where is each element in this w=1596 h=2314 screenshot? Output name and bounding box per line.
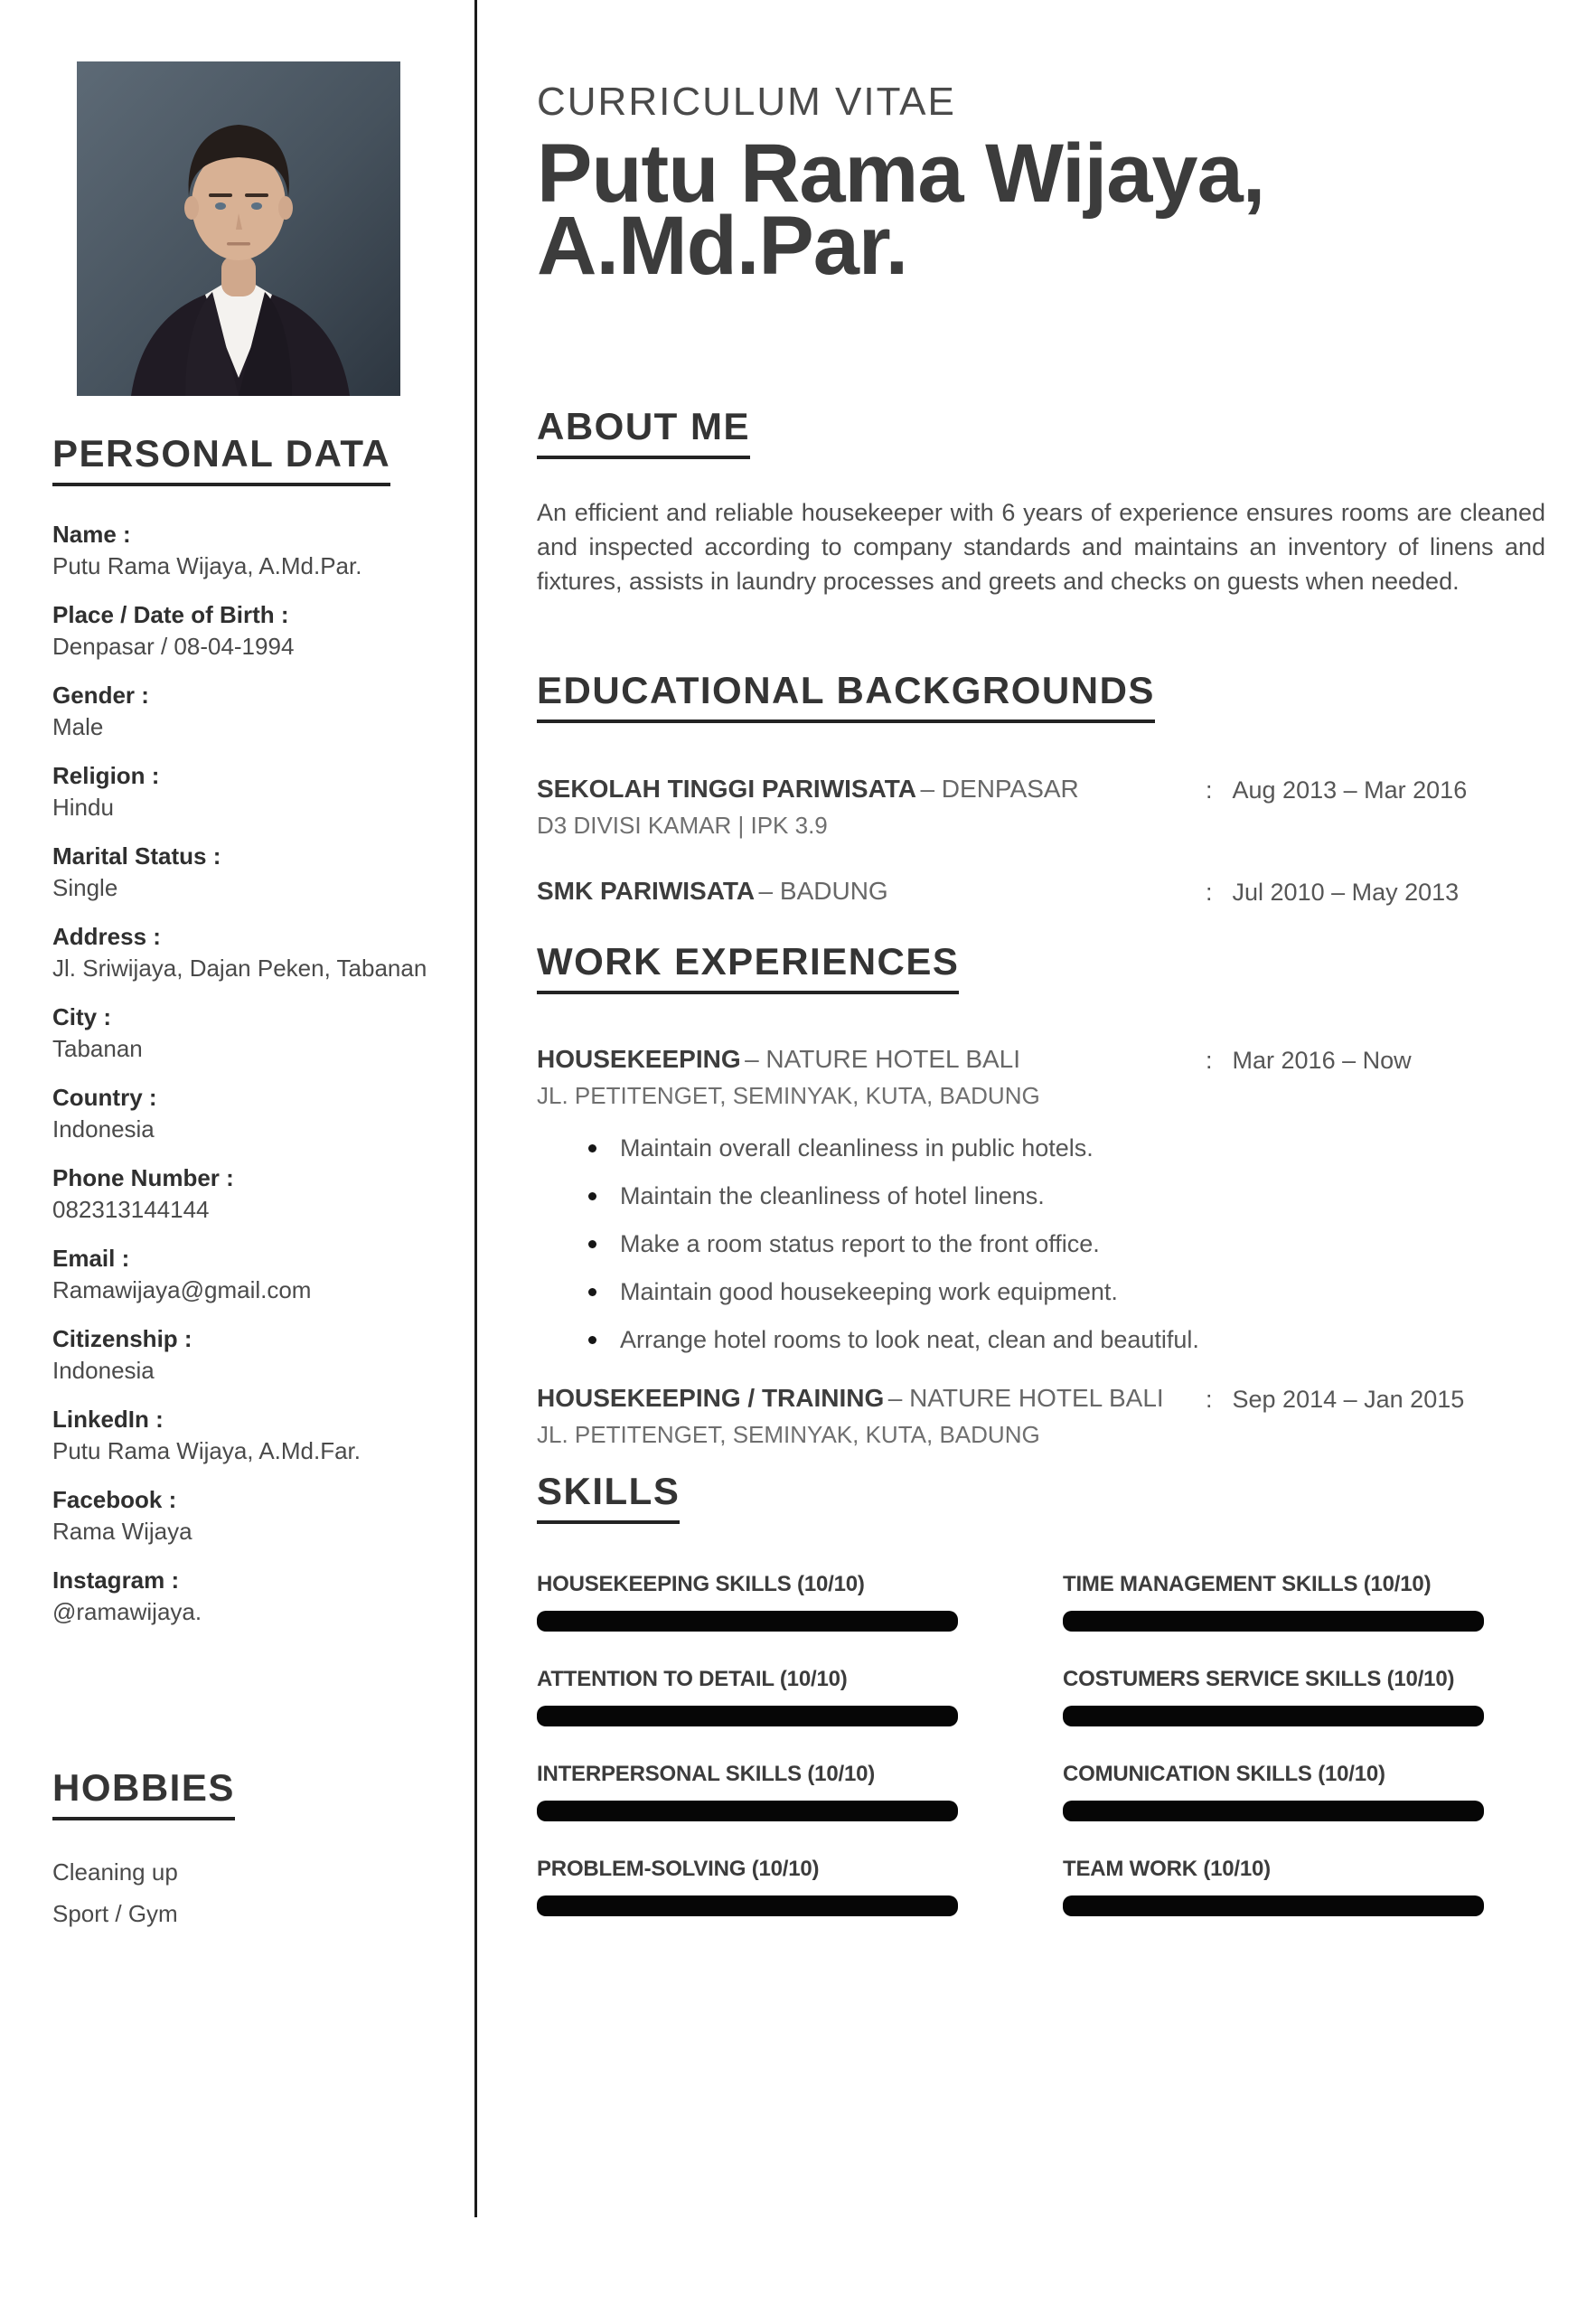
education-item-main [537,774,1206,840]
job-duty [537,1276,1545,1308]
field-address [52,921,427,984]
education-item [537,876,1545,908]
school-location: – BADUNG [758,877,888,906]
education-item-period [1206,774,1545,805]
cv-header [537,0,1545,292]
education-item [537,774,1545,840]
work-item-title [537,1383,1206,1414]
skill-label: COMUNICATION SKILLS (10/10) [1063,1762,1385,1787]
hobby-list [52,1851,427,1934]
field-label: Facebook : [52,1486,177,1514]
job-duty [537,1133,1545,1164]
company-address: JL. PETITENGET, SEMINYAK, KUTA, BADUNG [537,1421,1040,1449]
field-linkedin [52,1404,427,1467]
period-text: Sep 2014 – Jan 2015 [1232,1386,1465,1414]
work-item-period [1206,1383,1545,1415]
job-duty-text: Make a room status report to the front office. [620,1230,1100,1258]
skills-grid [537,1571,1545,1916]
company-address: JL. PETITENGET, SEMINYAK, KUTA, BADUNG [537,1082,1040,1110]
candidate-name-line2: A.Md.Par. [537,200,908,292]
field-label: LinkedIn : [52,1406,164,1434]
job-duty-text: Maintain good housekeeping work equipment. [620,1278,1118,1306]
skill-item [537,1761,958,1821]
skill-level-bar [1063,1895,1484,1916]
about-me-title: ABOUT ME [537,407,750,459]
skill-label: TIME MANAGEMENT SKILLS (10/10) [1063,1572,1432,1597]
field-label: Marital Status : [52,842,221,870]
field-label: Name : [52,521,131,549]
job-role: HOUSEKEEPING [537,1045,741,1074]
skill-item [1063,1856,1484,1916]
bullet-dot-icon [588,1240,596,1248]
field-marital-status [52,841,427,904]
skill-level-bar [537,1895,958,1916]
field-label: Religion : [52,762,160,790]
job-duty [537,1228,1545,1260]
school-name: SEKOLAH TINGGI PARIWISATA [537,775,916,804]
field-value: Jl. Sriwijaya, Dajan Peken, Tabanan [52,955,427,983]
field-label: Address : [52,923,161,951]
skill-level-bar [1063,1611,1484,1632]
work-item-title [537,1044,1206,1075]
hobbies-title: HOBBIES [52,1768,235,1820]
field-name [52,519,427,582]
education-item-title [537,774,1206,804]
skill-label: TEAM WORK (10/10) [1063,1857,1271,1882]
about-me-section [537,407,1545,598]
field-value: Male [52,713,104,741]
colon-separator: : [1206,879,1213,907]
field-country [52,1082,427,1145]
skill-level-bar [537,1801,958,1821]
field-city [52,1002,427,1065]
bullet-dot-icon [588,1336,596,1344]
skill-item [537,1856,958,1916]
hobby-item: Sport / Gym [52,1900,178,1928]
company-name: – NATURE HOTEL BALI [745,1045,1021,1074]
work-item-period [1206,1044,1545,1076]
field-phone [52,1162,427,1226]
education-item-detail: D3 DIVISI KAMAR | IPK 3.9 [537,812,828,840]
skill-level-bar [537,1706,958,1726]
skill-level-bar [1063,1706,1484,1726]
work-item-main [537,1383,1206,1449]
education-title: EDUCATIONAL BACKGROUNDS [537,671,1155,723]
education-item-main [537,876,1206,907]
skill-item [1063,1571,1484,1632]
job-duty-text: Maintain the cleanliness of hotel linens. [620,1182,1045,1210]
field-facebook [52,1484,427,1547]
skill-item [1063,1761,1484,1821]
field-value: Indonesia [52,1357,155,1385]
field-email [52,1243,427,1306]
field-gender [52,680,427,743]
skill-label: PROBLEM-SOLVING (10/10) [537,1857,820,1882]
job-duty-text: Maintain overall cleanliness in public hotels. [620,1134,1094,1162]
skills-title: SKILLS [537,1472,680,1524]
period-text: Aug 2013 – Mar 2016 [1232,776,1468,804]
field-value: Single [52,874,118,902]
work-item [537,1044,1545,1110]
education-item-title [537,876,1206,907]
field-label: Email : [52,1245,130,1273]
bullet-dot-icon [588,1192,596,1200]
work-experience-section [537,942,1545,1449]
field-value: Putu Rama Wijaya, A.Md.Far. [52,1437,361,1465]
field-label: Place / Date of Birth : [52,601,289,629]
education-item-period [1206,876,1545,908]
skill-item [537,1666,958,1726]
field-label: Citizenship : [52,1325,192,1353]
skill-label: HOUSEKEEPING SKILLS (10/10) [537,1572,865,1597]
field-label: Country : [52,1084,157,1112]
field-label: Phone Number : [52,1164,234,1192]
colon-separator: : [1206,1047,1213,1075]
job-role: HOUSEKEEPING / TRAINING [537,1384,885,1413]
work-item-main [537,1044,1206,1110]
work-item [537,1383,1545,1449]
field-instagram [52,1565,427,1628]
field-value: Ramawijaya@gmail.com [52,1276,312,1304]
field-value: Indonesia [52,1115,155,1143]
skill-level-bar [537,1611,958,1632]
skill-item [537,1571,958,1632]
field-value: Hindu [52,794,114,822]
field-value: 082313144144 [52,1196,210,1224]
candidate-name-line1: Putu Rama Wijaya, [537,127,1265,220]
field-value: Tabanan [52,1035,143,1063]
period-text: Mar 2016 – Now [1232,1047,1412,1075]
profile-photo [77,61,400,396]
bullet-dot-icon [588,1288,596,1296]
field-value: Putu Rama Wijaya, A.Md.Par. [52,552,362,580]
bullet-dot-icon [588,1144,596,1152]
field-value: Rama Wijaya [52,1518,192,1546]
work-experience-title: WORK EXPERIENCES [537,942,959,994]
hobbies-section [52,1768,427,1934]
colon-separator: : [1206,1386,1213,1414]
field-label: City : [52,1003,111,1031]
school-location: – DENPASAR [920,775,1079,804]
field-citizenship [52,1323,427,1387]
vertical-divider [474,0,477,2217]
candidate-name [537,127,1545,292]
job-duty [537,1324,1545,1356]
skills-section [537,1472,1545,1916]
period-text: Jul 2010 – May 2013 [1232,879,1460,907]
hobby-item: Cleaning up [52,1858,178,1886]
field-religion [52,760,427,823]
field-birth [52,599,427,663]
skill-label: COSTUMERS SERVICE SKILLS (10/10) [1063,1667,1455,1692]
company-name: – NATURE HOTEL BALI [887,1384,1164,1413]
field-value: Denpasar / 08-04-1994 [52,633,295,661]
field-label: Instagram : [52,1566,180,1594]
document-type-label: CURRICULUM VITAE [537,80,956,124]
skill-level-bar [1063,1801,1484,1821]
personal-data-title: PERSONAL DATA [52,434,390,486]
colon-separator: : [1206,776,1213,804]
school-name: SMK PARIWISATA [537,877,756,906]
skill-label: INTERPERSONAL SKILLS (10/10) [537,1762,876,1787]
skill-item [1063,1666,1484,1726]
job-duty [537,1181,1545,1212]
skill-label: ATTENTION TO DETAIL (10/10) [537,1667,848,1692]
personal-data-section [52,434,427,1628]
education-section [537,671,1545,908]
about-me-text: An efficient and reliable housekeeper with 6 years of experience ensures rooms are cleaned and inspected according to company standards and maintains an inventory of linens and fixtures, assists in laundry processes and greets and checks on guests when needed. [537,499,1545,596]
job-duty-text: Arrange hotel rooms to look neat, clean and beautiful. [620,1326,1199,1354]
job-duties-list [537,1133,1545,1356]
field-label: Gender : [52,682,149,710]
field-value: @ramawijaya. [52,1598,202,1626]
